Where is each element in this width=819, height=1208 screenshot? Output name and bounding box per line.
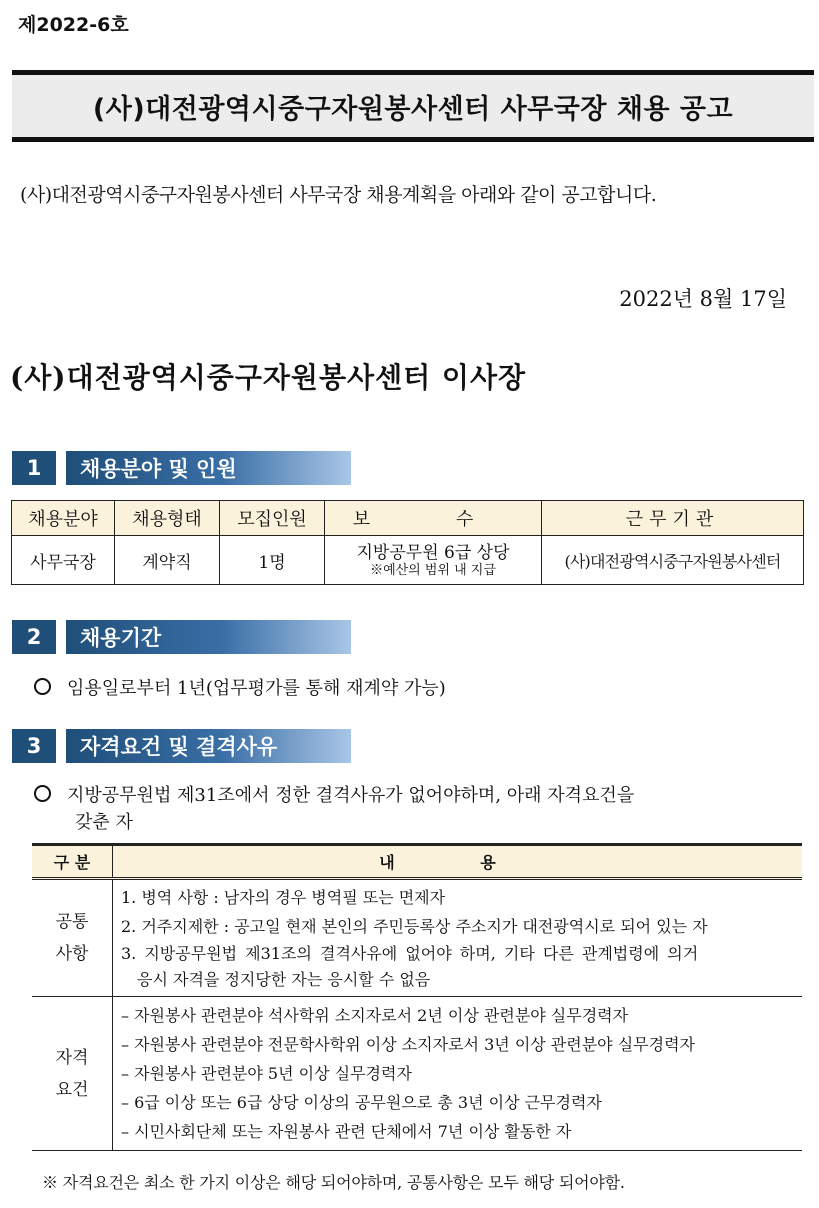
section-1-header [12, 451, 351, 485]
intro-text: (사)대전광역시중구자원봉사센터 사무국장 채용계획을 아래와 같이 공고합니다. [20, 184, 657, 206]
section-3-bullet-line2: 갖춘 자 [75, 812, 133, 833]
col-type: 채용형태 [115, 501, 220, 536]
list-item: 2. 거주지제한 : 공고일 현재 본인의 주민등록상 주소지가 대전광역시로 되어 있는 자 [121, 917, 708, 936]
table-row-qualification [32, 997, 802, 1151]
common-content [113, 879, 803, 997]
circle-bullet-icon [34, 678, 51, 695]
recruit-table-header [12, 501, 804, 536]
section-2-bullet-text: 임용일로부터 1년(업무평가를 통해 재계약 가능) [67, 678, 446, 699]
qualification-table-header [32, 845, 802, 879]
pay-main: 지방공무원 6급 상당 [356, 542, 510, 563]
page-title: (사)대전광역시중구자원봉사센터 사무국장 채용 공고 [92, 93, 734, 125]
list-item: 1. 병역 사항 : 남자의 경우 병역필 또는 면제자 [121, 888, 446, 907]
section-3-bullet [34, 782, 634, 836]
section-2-number: 2 [12, 620, 56, 654]
section-3-number: 3 [12, 729, 56, 763]
table-row-common [32, 879, 802, 997]
section-2-bullet [34, 674, 446, 700]
section-3-header [12, 729, 351, 763]
list-item: – 6급 이상 또는 6급 상당 이상의 공무원으로 총 3년 이상 근무경력자 [121, 1093, 602, 1112]
list-item: 응시 자격을 정지당한 자는 응시할 수 없음 [137, 970, 431, 989]
list-item: – 자원봉사 관련분야 석사학위 소지자로서 2년 이상 관련분야 실무경력자 [121, 1006, 629, 1025]
col-org: 근무기관 [542, 501, 804, 536]
common-label: 공통 사항 [32, 879, 113, 997]
col-content: 내 용 [113, 845, 803, 879]
pay-note: ※예산의 범위 내 지급 [370, 562, 496, 578]
notice-number: 제2022-6호 [18, 14, 129, 36]
notice-date: 2022년 8월 17일 [619, 287, 787, 311]
section-3-bullet-line1: 지방공무원법 제31조에서 정한 결격사유가 없어야하며, 아래 자격요건을 [67, 785, 635, 806]
title-banner [12, 70, 814, 142]
col-category: 구 분 [32, 845, 113, 879]
recruit-table [11, 500, 804, 585]
list-item: 3. 지방공무원법 제31조의 결격사유에 없어야 하며, 기타 다른 관계법령에 의거 [121, 944, 699, 963]
section-3-title: 자격요건 및 결격사유 [66, 729, 351, 763]
col-pay: 보 수 [325, 501, 542, 536]
signer: (사)대전광역시중구자원봉사센터 이사장 [10, 361, 527, 394]
section-1-number: 1 [12, 451, 56, 485]
circle-bullet-icon [34, 785, 51, 802]
qualification-table [32, 843, 802, 1151]
col-count: 모집인원 [220, 501, 325, 536]
section-1-title: 채용분야 및 인원 [66, 451, 351, 485]
cell-field: 사무국장 [12, 536, 115, 585]
qualification-content [113, 997, 803, 1151]
list-item: – 자원봉사 관련분야 5년 이상 실무경력자 [121, 1064, 412, 1083]
col-field: 채용분야 [12, 501, 115, 536]
table-row [12, 536, 804, 585]
section-2-title: 채용기간 [66, 620, 351, 654]
list-item: – 시민사회단체 또는 자원봉사 관련 단체에서 7년 이상 활동한 자 [121, 1122, 572, 1141]
cell-pay [325, 536, 542, 585]
list-item: – 자원봉사 관련분야 전문학사학위 이상 소지자로서 3년 이상 관련분야 실무경력자 [121, 1035, 696, 1054]
cell-type: 계약직 [115, 536, 220, 585]
cell-org: (사)대전광역시중구자원봉사센터 [542, 536, 804, 585]
cell-count: 1명 [220, 536, 325, 585]
section-2-header [12, 620, 351, 654]
footnote: ※ 자격요건은 최소 한 가지 이상은 해당 되어야하며, 공통사항은 모두 해당 되어야함. [42, 1173, 625, 1192]
qualification-label: 자격 요건 [32, 997, 113, 1151]
